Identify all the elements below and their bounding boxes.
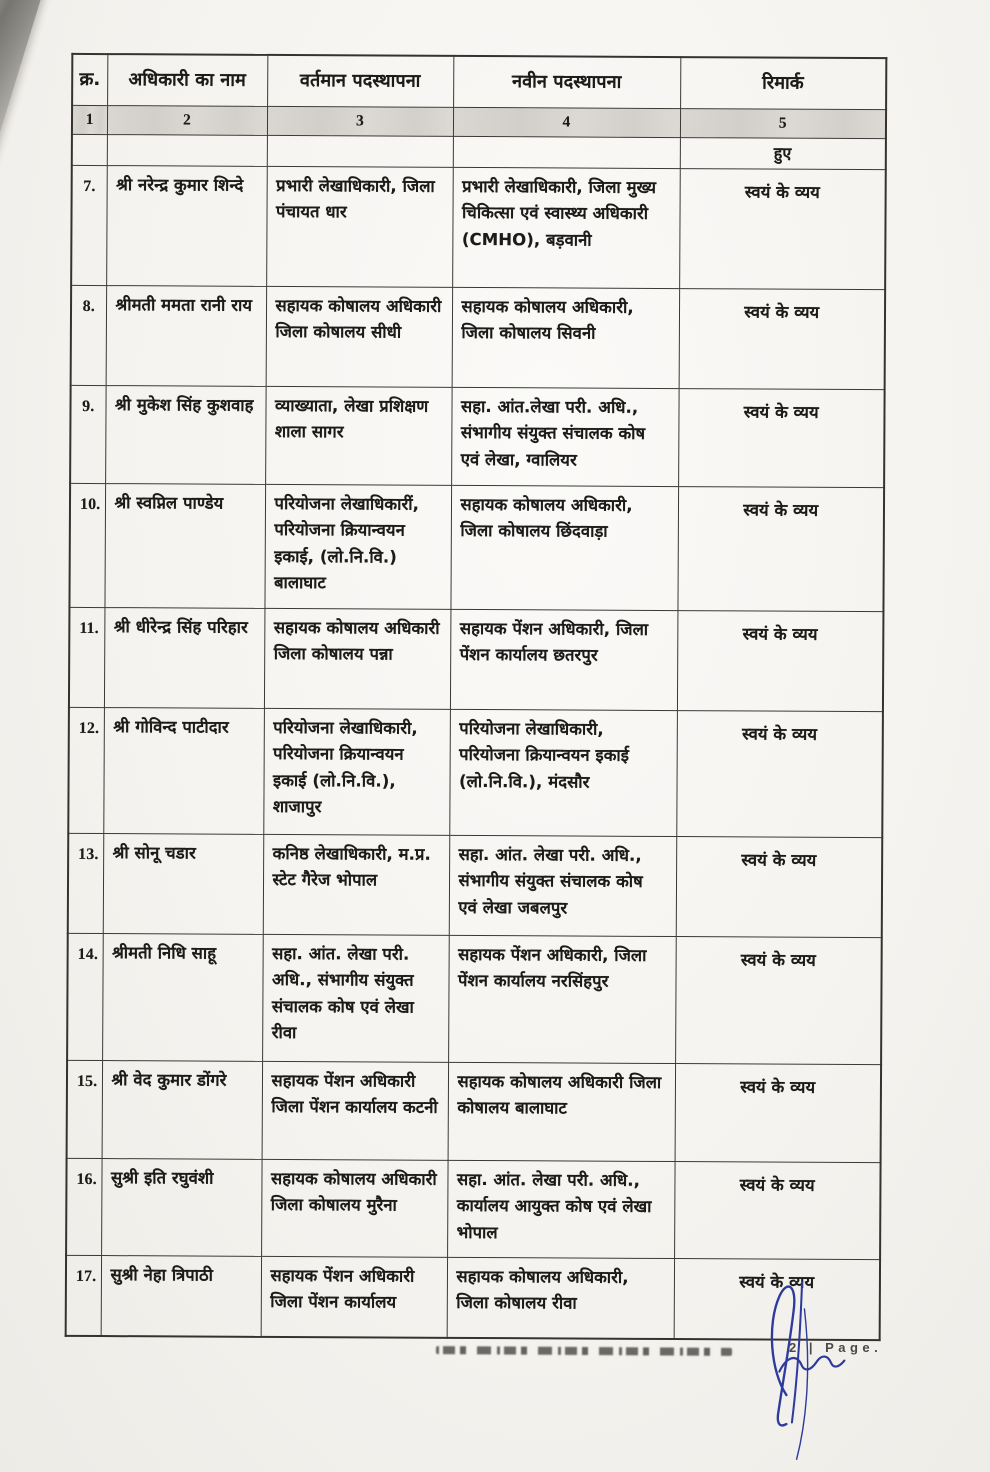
carryover-empty-cell [453, 136, 680, 168]
cell-officer-name: सुश्री इति रघुवंशी [101, 1159, 262, 1257]
carryover-empty-cell [72, 134, 107, 165]
table-row [71, 285, 886, 389]
carryover-empty-cell [267, 135, 453, 167]
cell-remark: स्वयं के व्यय [674, 1162, 881, 1260]
cell-remark: स्वयं के व्यय [675, 1064, 882, 1163]
cell-remark: स्वयं के व्यय [677, 611, 884, 712]
cell-remark: स्वयं के व्यय [679, 169, 886, 290]
cell-serial: 9. [70, 385, 106, 483]
cell-new-posting: प्रभारी लेखाधिकारी, जिला मुख्य चिकित्सा एवं स्वास्थ्य अधिकारी (CMHO), बड़वानी [452, 167, 680, 288]
table-row [70, 385, 885, 487]
cell-current-posting: सहा. आंत. लेखा परी. अधि., संभागीय संयुक्त संचालक कोष एवं लेखा रीवा [262, 934, 449, 1062]
page-number: 2 | Page. [789, 1340, 883, 1355]
cell-current-posting: सहायक कोषालय अधिकारी जिला कोषालय सीधी [266, 286, 453, 387]
table-row [69, 483, 884, 611]
cell-new-posting: सहा. आंत. लेखा परी. अधि., कार्यालय आयुक्त कोष एवं लेखा भोपाल [447, 1160, 675, 1258]
table-row [66, 1158, 880, 1259]
scan-corner-artifact [0, 0, 45, 255]
cell-officer-name: श्री स्वप्निल पाण्डेय [104, 484, 265, 609]
cell-new-posting: सहायक कोषालय अधिकारी, जिला कोषालय सिवनी [452, 287, 680, 388]
cell-new-posting: सहा. आंत. लेखा परी. अधि., संभागीय संयुक्त संचालक कोष एवं लेखा जबलपुर [449, 835, 677, 936]
column-number: 5 [680, 109, 886, 139]
cell-serial: 7. [71, 165, 107, 285]
column-number: 3 [267, 106, 453, 136]
cell-new-posting: सहायक पेंशन अधिकारी, जिला पेंशन कार्यालय छतरपुर [450, 609, 678, 710]
cell-current-posting: सहायक पेंशन अधिकारी जिला पेंशन कार्यालय [261, 1256, 447, 1337]
cell-remark: स्वयं के व्यय [676, 711, 883, 838]
cell-serial: 12. [68, 707, 104, 833]
table-row [71, 165, 886, 289]
column-number: 2 [107, 106, 267, 136]
cell-remark: स्वयं के व्यय [677, 487, 884, 612]
document-sheet [65, 53, 886, 1341]
cell-current-posting: कनिष्ठ लेखाधिकारी, म.प्र. स्टेट गैरेज भोपाल [263, 834, 450, 935]
table-body [66, 165, 886, 1339]
cell-serial: 11. [69, 607, 105, 707]
cell-current-posting: सहायक पेंशन अधिकारी जिला पेंशन कार्यालय कटनी [262, 1061, 449, 1160]
header-new-posting: नवीन पदस्थापना [453, 56, 680, 109]
cell-new-posting: परियोजना लेखाधिकारी, परियोजना क्रियान्वयन इकाई (लो.नि.वि.), मंदसौर [449, 709, 677, 836]
cell-officer-name: श्री सोनू चडार [103, 834, 264, 935]
header-serial: क्र. [72, 54, 107, 106]
carryover-remark: हुए [680, 138, 886, 170]
signature [750, 1276, 862, 1464]
cell-serial: 15. [67, 1060, 103, 1158]
cell-officer-name: श्रीमती ममता रानी राय [106, 286, 267, 387]
cell-officer-name: श्री नरेन्द्र कुमार शिन्दे [106, 166, 267, 287]
cell-current-posting: प्रभारी लेखाधिकारी, जिला पंचायत धार [266, 166, 453, 287]
cell-officer-name: श्री मुकेश सिंह कुशवाह [105, 386, 266, 485]
table-row [69, 607, 884, 711]
cell-serial: 8. [71, 285, 107, 385]
cell-current-posting: परियोजना लेखाधिकारी, परियोजना क्रियान्वयन इकाई (लो.नि.वि.), शाजापुर [263, 708, 450, 835]
cutoff-text-artifact [436, 1346, 732, 1356]
cell-remark: स्वयं के व्यय [675, 937, 882, 1065]
cell-serial: 13. [68, 833, 104, 933]
header-officer-name: अधिकारी का नाम [107, 54, 267, 106]
column-number-row [72, 105, 886, 138]
cell-new-posting: सहायक कोषालय अधिकारी, जिला कोषालय रीवा [447, 1257, 674, 1338]
column-number: 1 [72, 105, 107, 134]
cell-remark: स्वयं के व्यय [674, 1259, 880, 1340]
table-header-row [72, 54, 886, 110]
header-current-posting: वर्तमान पदस्थापना [267, 55, 453, 107]
table-row [68, 707, 883, 837]
table-row [67, 1060, 882, 1162]
cell-serial: 10. [69, 483, 105, 607]
cell-new-posting: सहायक कोषालय अधिकारी जिला कोषालय बालाघाट [448, 1062, 676, 1161]
cell-serial: 14. [67, 933, 103, 1060]
carryover-row [72, 134, 886, 169]
cell-serial: 16. [66, 1158, 102, 1255]
cell-officer-name: श्रीमती निधि साहू [102, 934, 263, 1062]
cell-remark: स्वयं के व्यय [678, 389, 885, 488]
table-row [67, 933, 882, 1064]
cell-remark: स्वयं के व्यय [679, 289, 886, 390]
table-row [68, 833, 883, 937]
cell-new-posting: सहायक कोषालय अधिकारी, जिला कोषालय छिंदवाड़ा [450, 485, 678, 610]
cell-current-posting: व्याख्याता, लेखा प्रशिक्षण शाला सागर [265, 386, 452, 485]
header-remark: रिमार्क [680, 57, 886, 110]
cell-current-posting: परियोजना लेखाधिकारीं, परियोजना क्रियान्वयन इकाई, (लो.नि.वि.) बालाघाट [264, 484, 451, 609]
column-number: 4 [453, 107, 680, 137]
cell-new-posting: सहायक पेंशन अधिकारी, जिला पेंशन कार्यालय नरसिंहपुर [448, 935, 676, 1063]
transfer-table [65, 53, 888, 1341]
carryover-empty-cell [107, 135, 267, 167]
cell-officer-name: श्री वेद कुमार डोंगरे [102, 1061, 263, 1160]
cell-officer-name: सुश्री नेहा त्रिपाठी [101, 1256, 261, 1337]
cell-officer-name: श्री धीरेन्द्र सिंह परिहार [104, 608, 265, 709]
cell-new-posting: सहा. आंत.लेखा परी. अधि., संभागीय संयुक्त संचालक कोष एवं लेखा, ग्वालियर [451, 387, 679, 486]
cell-current-posting: सहायक कोषालय अधिकारी जिला कोषालय मुरैना [261, 1159, 448, 1257]
cell-remark: स्वयं के व्यय [676, 837, 883, 938]
cell-current-posting: सहायक कोषालय अधिकारी जिला कोषालय पन्ना [264, 608, 451, 709]
cell-officer-name: श्री गोविन्द पाटीदार [103, 708, 264, 835]
cell-serial: 17. [66, 1255, 101, 1335]
